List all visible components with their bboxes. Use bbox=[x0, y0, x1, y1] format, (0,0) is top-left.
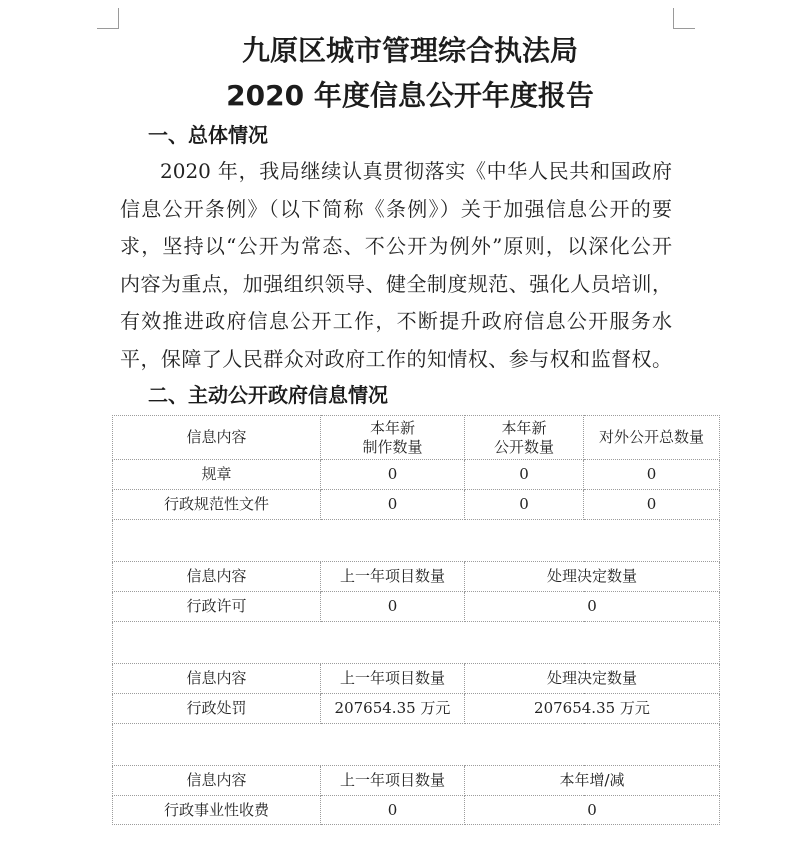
table-row bbox=[113, 694, 720, 724]
header-cell-line: 公开数量 bbox=[493, 437, 554, 456]
table-cell-content: 行政事业性收费 bbox=[113, 796, 321, 825]
table-cell-total-published: 0 bbox=[584, 490, 720, 520]
header-cell-last-year: 上一年项目数量 bbox=[321, 562, 465, 592]
header-cell-content: 信息内容 bbox=[113, 664, 321, 694]
table-spacer-row bbox=[113, 724, 720, 766]
table-header-row bbox=[113, 416, 720, 460]
header-cell-decisions: 处理决定数量 bbox=[465, 664, 720, 694]
table-cell-new-made: 0 bbox=[321, 460, 465, 490]
table-cell-content: 行政许可 bbox=[113, 592, 321, 622]
table-cell-decisions: 207654.35 万元 bbox=[465, 694, 720, 724]
table-header-row bbox=[113, 766, 720, 796]
table-spacer-cell bbox=[113, 622, 720, 664]
table-cell-content: 行政处罚 bbox=[113, 694, 321, 724]
table-cell-new-published: 0 bbox=[465, 490, 584, 520]
header-cell-total-published: 对外公开总数量 bbox=[584, 416, 720, 460]
header-cell-decisions: 处理决定数量 bbox=[465, 562, 720, 592]
table-spacer-cell bbox=[113, 724, 720, 766]
header-cell-content: 信息内容 bbox=[113, 562, 321, 592]
table-cell-last-year: 0 bbox=[321, 592, 465, 622]
table-cell-total-published: 0 bbox=[584, 460, 720, 490]
table-row bbox=[113, 460, 720, 490]
header-cell-content: 信息内容 bbox=[113, 766, 321, 796]
page-corner-mark-top-left bbox=[97, 8, 119, 29]
title-line-2: 2020 年度信息公开年度报告 bbox=[226, 79, 594, 112]
paragraph-line: 平，保障了人民群众对政府工作的知情权、参与权和监督权。 bbox=[120, 346, 672, 371]
table-spacer-row bbox=[113, 520, 720, 562]
table-header-row bbox=[113, 562, 720, 592]
table-cell-last-year: 0 bbox=[321, 796, 465, 825]
paragraph-line: 有效推进政府信息公开工作，不断提升政府信息公开服务水 bbox=[120, 309, 672, 334]
header-cell-content: 信息内容 bbox=[113, 416, 321, 460]
table-spacer-row bbox=[113, 622, 720, 664]
paragraph-line: 求，坚持以“公开为常态、不公开为例外”原则，以深化公开 bbox=[120, 234, 672, 259]
header-cell-last-year: 上一年项目数量 bbox=[321, 766, 465, 796]
title-line-1: 九原区城市管理综合执法局 bbox=[241, 34, 578, 67]
table-cell-new-made: 0 bbox=[321, 490, 465, 520]
header-cell-new-published bbox=[465, 416, 584, 460]
section-heading-overview: 一、总体情况 bbox=[148, 123, 268, 147]
header-cell-last-year: 上一年项目数量 bbox=[321, 664, 465, 694]
paragraph-line: 信息公开条例》（以下简称《条例》）关于加强信息公开的要 bbox=[120, 196, 672, 221]
page-corner-mark-top-right bbox=[673, 8, 695, 29]
table-row bbox=[113, 592, 720, 622]
header-cell-new-made bbox=[321, 416, 465, 460]
paragraph-line: 内容为重点，加强组织领导、健全制度规范、强化人员培训， bbox=[120, 271, 672, 296]
header-cell-change: 本年增/减 bbox=[465, 766, 720, 796]
table-cell-content: 规章 bbox=[113, 460, 321, 490]
table-row bbox=[113, 490, 720, 520]
table-row bbox=[113, 796, 720, 825]
paragraph-line: 2020 年，我局继续认真贯彻落实《中华人民共和国政府 bbox=[160, 159, 672, 183]
table-cell-last-year: 207654.35 万元 bbox=[321, 694, 465, 724]
table-spacer-cell bbox=[113, 520, 720, 562]
document-title bbox=[130, 28, 690, 118]
overview-paragraph bbox=[120, 153, 672, 379]
table-cell-content: 行政规范性文件 bbox=[113, 490, 321, 520]
section-heading-proactive-disclosure: 二、主动公开政府信息情况 bbox=[148, 383, 388, 407]
table-cell-decisions: 0 bbox=[465, 592, 720, 622]
disclosure-table bbox=[112, 415, 720, 825]
table-cell-change: 0 bbox=[465, 796, 720, 825]
header-cell-line: 制作数量 bbox=[362, 437, 423, 456]
header-cell-line: 本年新 bbox=[369, 418, 415, 437]
table-cell-new-published: 0 bbox=[465, 460, 584, 490]
header-cell-line: 本年新 bbox=[501, 418, 547, 437]
table-header-row bbox=[113, 664, 720, 694]
